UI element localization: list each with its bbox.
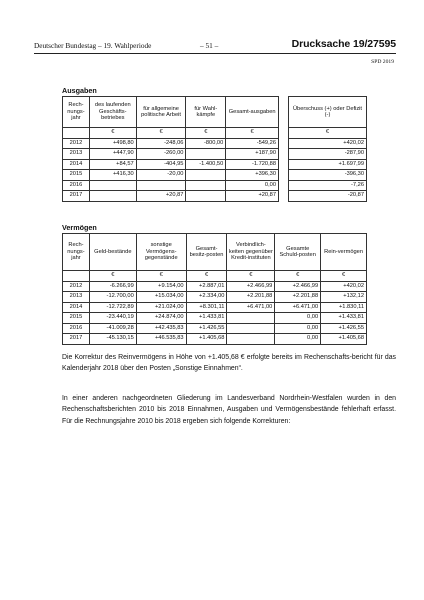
page-number: – 51 – bbox=[200, 41, 219, 50]
paragraph-korrektur: Die Korrektur des Reinvermögens in Höhe von +1.405,68 € erfolgte bereits im Rechenschafts-bericht für das Kalenderjahr 2018 über den Posten „Sonstige Einnahmen“. bbox=[62, 354, 396, 373]
value-cell: +6.471,00 bbox=[275, 302, 321, 313]
year-cell: 2017 bbox=[63, 334, 90, 345]
value-cell: -20,87 bbox=[289, 191, 367, 202]
value-cell: 0,00 bbox=[226, 180, 279, 191]
year-cell: 2015 bbox=[63, 313, 90, 324]
unit-cell: € bbox=[136, 128, 186, 139]
value-cell: +2.201,88 bbox=[275, 292, 321, 303]
table-row bbox=[63, 281, 367, 292]
table-row bbox=[289, 180, 367, 191]
value-cell: +9.154,00 bbox=[136, 281, 186, 292]
value-cell: +46.535,83 bbox=[136, 334, 186, 345]
vermoegen-table bbox=[62, 233, 367, 345]
ausgaben-header-row bbox=[63, 97, 279, 128]
year-cell: 2012 bbox=[63, 138, 90, 149]
value-cell: -549,26 bbox=[226, 138, 279, 149]
value-cell: +24.874,00 bbox=[136, 313, 186, 324]
column-header: Geld-bestände bbox=[89, 234, 136, 271]
value-cell: -1.400,50 bbox=[186, 159, 226, 170]
column-header: Überschuss (+) oder Defizit (-) bbox=[289, 97, 367, 128]
year-cell: 2014 bbox=[63, 302, 90, 313]
column-header: sonstige Vermögens-gegenstände bbox=[136, 234, 186, 271]
unit-cell: € bbox=[289, 128, 367, 139]
value-cell: +2.887,01 bbox=[186, 281, 227, 292]
value-cell bbox=[186, 180, 226, 191]
value-cell: +21.024,00 bbox=[136, 302, 186, 313]
table-row bbox=[63, 138, 279, 149]
value-cell: 0,00 bbox=[275, 313, 321, 324]
value-cell: -287,90 bbox=[289, 149, 367, 160]
table-row bbox=[63, 323, 367, 334]
value-cell: +1.433,81 bbox=[321, 313, 367, 324]
party-year-tag: SPD 2019 bbox=[371, 59, 394, 65]
value-cell: +187,90 bbox=[226, 149, 279, 160]
year-cell: 2013 bbox=[63, 292, 90, 303]
ausgaben-table bbox=[62, 96, 279, 202]
paragraph-gliederung: In einer anderen nachgeordneten Gliederung im Landesverband Nordrhein-Westfalen wurden in den Rechenschaftsberichten 2010 bis 2018 Einnahmen, Ausgaben und Vermögensbestände fehlerhaft erfasst. Für die Rechnungsjahre 2010 bis 2018 ergeben sich folgende Korrekturen: bbox=[62, 395, 396, 425]
value-cell bbox=[136, 180, 186, 191]
table-row bbox=[63, 313, 367, 324]
unit-cell: € bbox=[227, 271, 275, 282]
column-header: für allgemeine politische Arbeit bbox=[136, 97, 186, 128]
value-cell: -1.720,88 bbox=[226, 159, 279, 170]
table-row bbox=[63, 180, 279, 191]
vermoegen-unit-row bbox=[63, 271, 367, 282]
unit-cell: € bbox=[226, 128, 279, 139]
value-cell bbox=[186, 170, 226, 181]
ueberschuss-header-row bbox=[289, 97, 367, 128]
unit-cell bbox=[63, 271, 90, 282]
value-cell bbox=[186, 191, 226, 202]
document-number: Drucksache 19/27595 bbox=[291, 38, 396, 50]
year-cell: 2017 bbox=[63, 191, 90, 202]
value-cell: +84,57 bbox=[89, 159, 136, 170]
value-cell: +132,12 bbox=[321, 292, 367, 303]
value-cell: +1.405,68 bbox=[186, 334, 227, 345]
value-cell: -12.700,00 bbox=[89, 292, 136, 303]
table-row bbox=[289, 191, 367, 202]
value-cell: +20,87 bbox=[226, 191, 279, 202]
value-cell: -6.266,99 bbox=[89, 281, 136, 292]
value-cell: +396,30 bbox=[226, 170, 279, 181]
value-cell: -260,00 bbox=[136, 149, 186, 160]
column-header: Gesamt-besitz-posten bbox=[186, 234, 227, 271]
value-cell: -396,30 bbox=[289, 170, 367, 181]
table-row bbox=[63, 334, 367, 345]
value-cell: +2.334,00 bbox=[186, 292, 227, 303]
value-cell: +20,87 bbox=[136, 191, 186, 202]
unit-cell bbox=[63, 128, 90, 139]
value-cell: 0,00 bbox=[275, 334, 321, 345]
unit-cell: € bbox=[89, 128, 136, 139]
value-cell: +2.466,99 bbox=[227, 281, 275, 292]
table-row bbox=[289, 138, 367, 149]
page-header bbox=[34, 40, 396, 54]
value-cell: +416,30 bbox=[89, 170, 136, 181]
value-cell: +8.301,11 bbox=[186, 302, 227, 313]
year-cell: 2016 bbox=[63, 180, 90, 191]
value-cell bbox=[227, 334, 275, 345]
year-cell: 2016 bbox=[63, 323, 90, 334]
value-cell: -41.009,28 bbox=[89, 323, 136, 334]
year-cell: 2014 bbox=[63, 159, 90, 170]
unit-cell: € bbox=[321, 271, 367, 282]
value-cell: +447,90 bbox=[89, 149, 136, 160]
ueberschuss-table bbox=[288, 96, 367, 202]
year-cell: 2012 bbox=[63, 281, 90, 292]
value-cell: +420,02 bbox=[289, 138, 367, 149]
column-header: Gesamt-ausgaben bbox=[226, 97, 279, 128]
ausgaben-unit-row bbox=[63, 128, 279, 139]
value-cell: -20,00 bbox=[136, 170, 186, 181]
vermoegen-header-row bbox=[63, 234, 367, 271]
value-cell: +2.466,99 bbox=[275, 281, 321, 292]
value-cell bbox=[227, 323, 275, 334]
year-cell: 2015 bbox=[63, 170, 90, 181]
table-row bbox=[63, 149, 279, 160]
table-row bbox=[63, 191, 279, 202]
header-left: Deutscher Bundestag – 19. Wahlperiode bbox=[34, 41, 152, 50]
vermoegen-title: Vermögen bbox=[62, 223, 97, 232]
table-row bbox=[289, 159, 367, 170]
value-cell: -7,26 bbox=[289, 180, 367, 191]
unit-cell: € bbox=[275, 271, 321, 282]
value-cell bbox=[89, 180, 136, 191]
value-cell: -23.440,19 bbox=[89, 313, 136, 324]
unit-cell: € bbox=[136, 271, 186, 282]
value-cell: +1.433,81 bbox=[186, 313, 227, 324]
value-cell: -404,95 bbox=[136, 159, 186, 170]
value-cell: +1.405,68 bbox=[321, 334, 367, 345]
value-cell: +42.435,83 bbox=[136, 323, 186, 334]
value-cell: +498,80 bbox=[89, 138, 136, 149]
year-cell: 2013 bbox=[63, 149, 90, 160]
ausgaben-title: Ausgaben bbox=[62, 86, 97, 95]
value-cell: -45.130,15 bbox=[89, 334, 136, 345]
value-cell: +2.201,88 bbox=[227, 292, 275, 303]
column-header: des laufenden Geschäfts-betriebes bbox=[89, 97, 136, 128]
table-row bbox=[63, 292, 367, 303]
value-cell: -248,06 bbox=[136, 138, 186, 149]
ueberschuss-unit-row bbox=[289, 128, 367, 139]
value-cell: +15.034,00 bbox=[136, 292, 186, 303]
table-row bbox=[63, 170, 279, 181]
value-cell: +420,02 bbox=[321, 281, 367, 292]
column-header: Gesamte Schuld-posten bbox=[275, 234, 321, 271]
value-cell: -800,00 bbox=[186, 138, 226, 149]
value-cell bbox=[227, 313, 275, 324]
column-header: für Wahl-kämpfe bbox=[186, 97, 226, 128]
column-header: Verbindlich-keiten gegenüber Kredit-instituten bbox=[227, 234, 275, 271]
table-row bbox=[63, 159, 279, 170]
table-row bbox=[289, 149, 367, 160]
value-cell: +6.471,00 bbox=[227, 302, 275, 313]
value-cell: +1.426,55 bbox=[321, 323, 367, 334]
value-cell: 0,00 bbox=[275, 323, 321, 334]
column-header: Rein-vermögen bbox=[321, 234, 367, 271]
value-cell: +1.697,99 bbox=[289, 159, 367, 170]
value-cell: -12.722,89 bbox=[89, 302, 136, 313]
value-cell bbox=[89, 191, 136, 202]
value-cell bbox=[186, 149, 226, 160]
table-row bbox=[63, 302, 367, 313]
column-header: Rech-nungs-jahr bbox=[63, 234, 90, 271]
value-cell: +1.426,55 bbox=[186, 323, 227, 334]
column-header: Rech-nungs-jahr bbox=[63, 97, 90, 128]
unit-cell: € bbox=[89, 271, 136, 282]
value-cell: +1.830,11 bbox=[321, 302, 367, 313]
unit-cell: € bbox=[186, 271, 227, 282]
unit-cell: € bbox=[186, 128, 226, 139]
table-row bbox=[289, 170, 367, 181]
